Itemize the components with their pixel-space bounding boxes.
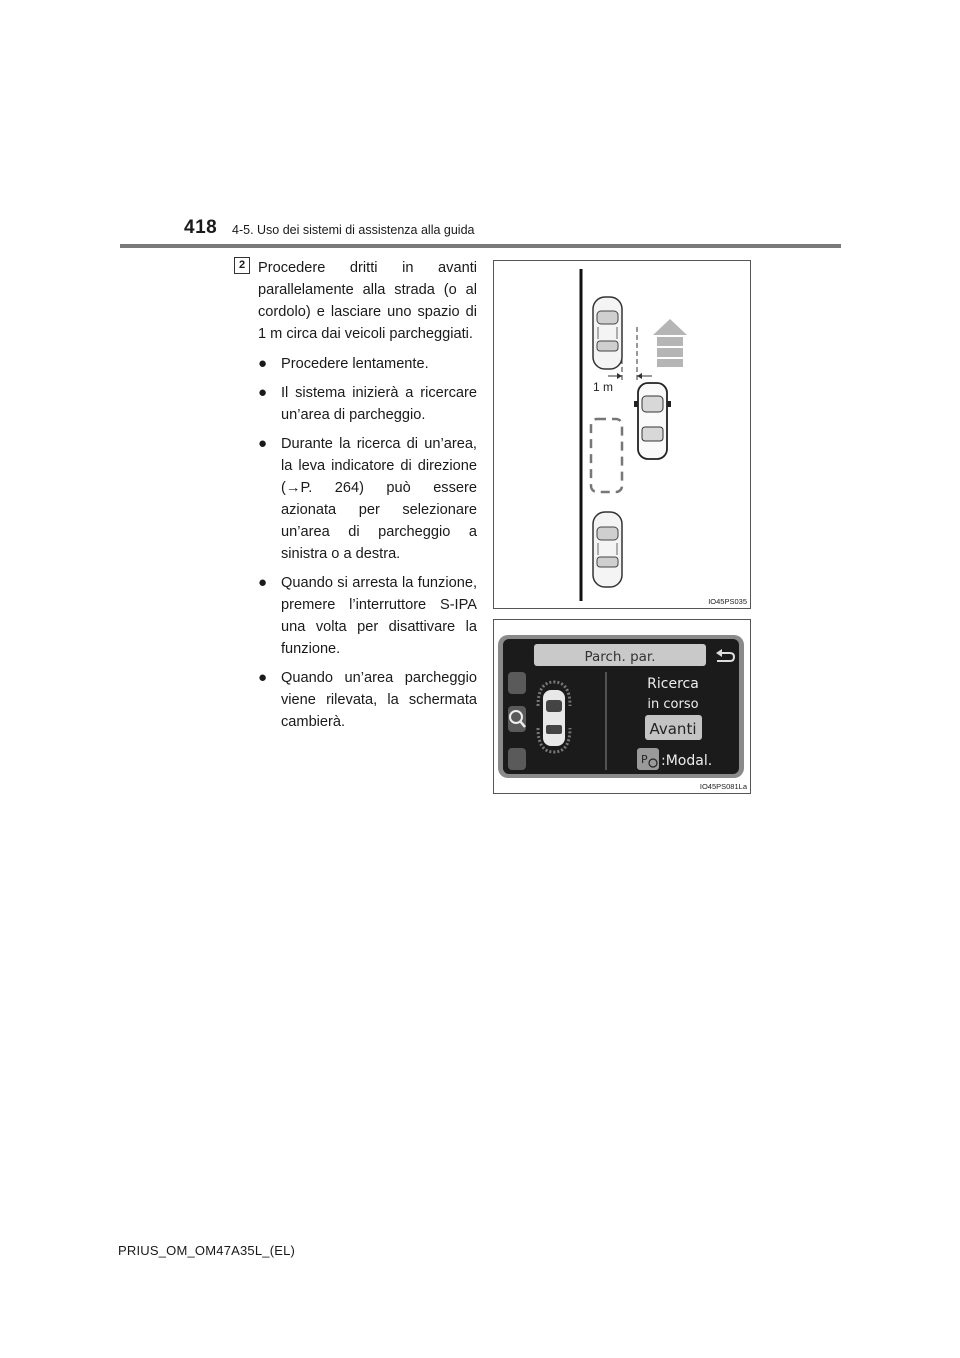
bullet-text: Durante la ricerca di un’area, la leva indicatore di direzione (→P. 264) può essere azionata per selezionare un’area di parcheggio a sinistra o a destra. (281, 436, 477, 562)
bullet-list (258, 353, 477, 733)
free-space-outline (591, 419, 622, 492)
own-car-icon (634, 383, 671, 459)
list-item (258, 433, 477, 565)
bullet-icon: ● (258, 384, 268, 401)
list-item (258, 353, 477, 375)
list-item (258, 667, 477, 733)
page-number: 418 (184, 217, 218, 238)
section-title: 4-5. Uso dei sistemi di assistenza alla guida (232, 223, 475, 237)
bullet-text: Quando si arresta la funzione, premere l’interruttore S-IPA una volta per disattivare la funzione. (281, 575, 477, 657)
side-button-top[interactable] (508, 672, 526, 694)
distance-label: 1 m (593, 380, 614, 394)
status-line-2: in corso (647, 697, 699, 712)
step-number: 2 (234, 257, 250, 274)
bullet-icon: ● (258, 355, 268, 372)
header-rule (120, 244, 841, 248)
parked-car-rear-icon (593, 512, 622, 587)
step-text: Procedere dritti in avanti parallelamente alla strada (o al cordolo) e lasciare uno spazio di 1 m circa dai veicoli parcheggiati. (258, 260, 477, 342)
parking-screen-figure (493, 619, 751, 794)
list-item (258, 572, 477, 660)
parking-diagram (493, 260, 751, 609)
bullet-icon: ● (258, 669, 268, 686)
bullet-icon: ● (258, 574, 268, 591)
bullet-icon: ● (258, 435, 268, 452)
screen-title: Parch. par. (584, 649, 656, 665)
parking-screen-svg (494, 620, 750, 793)
forward-arrow-icon (653, 319, 687, 367)
parking-diagram-svg (494, 261, 750, 608)
mode-icon-letter: P (641, 753, 648, 766)
side-button-bottom[interactable] (508, 748, 526, 770)
bullet-text: Quando un’area parcheggio viene rilevata, la schermata cambierà. (281, 670, 477, 730)
mode-label: :Modal. (661, 753, 713, 769)
step-content (258, 257, 477, 740)
avanti-button-label: Avanti (649, 720, 697, 738)
bullet-text: Procedere lentamente. (281, 356, 429, 372)
figure-code: IO45PS081La (699, 782, 747, 791)
list-item (258, 382, 477, 426)
bullet-text: Il sistema inizierà a ricercare un’area di parcheggio. (281, 385, 477, 423)
figure-code: IO45PS035 (708, 597, 747, 606)
status-line-1: Ricerca (647, 676, 699, 692)
document-id: PRIUS_OM_OM47A35L_(EL) (118, 1243, 296, 1258)
parked-car-front-icon (593, 297, 622, 369)
